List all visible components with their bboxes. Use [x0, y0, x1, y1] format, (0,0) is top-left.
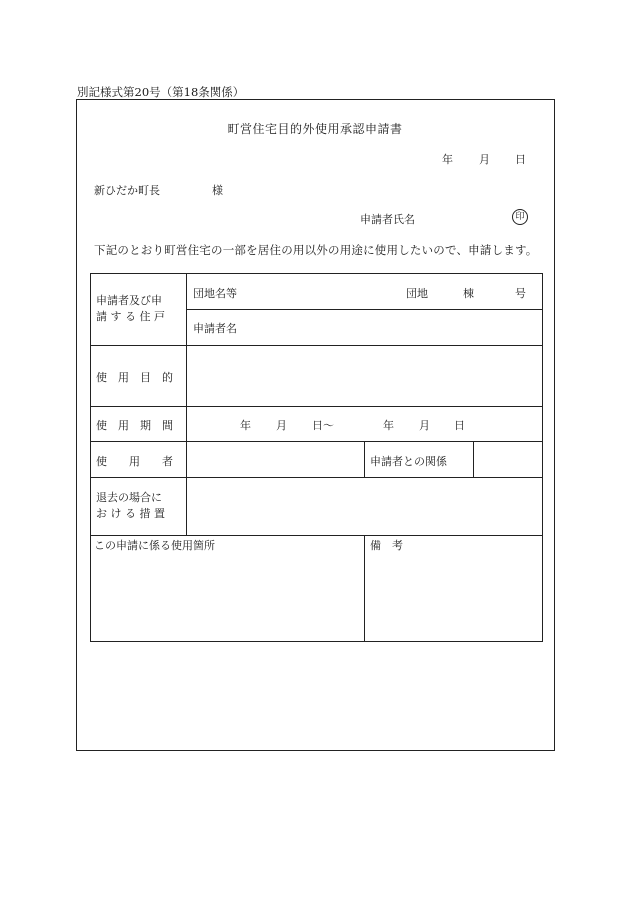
dwelling-label-line1: 申請者及び申	[96, 294, 162, 307]
remarks-label: 備 考	[370, 539, 403, 552]
table-rule	[473, 441, 474, 477]
period-start-month: 月	[276, 419, 287, 432]
number-unit-label: 号	[515, 287, 526, 300]
period-end-year: 年	[383, 419, 394, 432]
period-end-month: 月	[419, 419, 430, 432]
dwelling-label-line2: 請 す る 住 戸	[96, 310, 165, 323]
relation-label: 申請者との関係	[370, 455, 447, 468]
period-label: 使 用 期 間	[96, 419, 173, 432]
dwelling-label	[96, 293, 165, 325]
moveout-label-line1: 退去の場合に	[96, 491, 162, 504]
moveout-label	[96, 490, 165, 522]
complex-name-label: 団地名等	[193, 287, 237, 300]
table-rule	[90, 345, 543, 346]
applicant-name-label: 申請者氏名	[360, 213, 415, 226]
table-rule	[90, 477, 543, 478]
table-rule	[90, 441, 543, 442]
table-rule	[90, 406, 543, 407]
table-rule	[186, 309, 543, 310]
period-start-day: 日～	[312, 419, 334, 432]
table-border-right	[542, 273, 543, 642]
table-rule	[364, 535, 365, 642]
form-number-label: 別記様式第20号（第18条関係）	[77, 85, 245, 99]
user-label: 使 用 者	[96, 455, 173, 468]
location-label: この申請に係る使用箇所	[94, 539, 215, 552]
form-title: 町営住宅目的外使用承認申請書	[227, 122, 403, 136]
complex-unit-label: 団地	[406, 287, 428, 300]
application-table	[90, 273, 543, 642]
moveout-field[interactable]	[187, 479, 541, 534]
period-start-year: 年	[240, 419, 251, 432]
moveout-label-line2: お け る 措 置	[96, 507, 165, 520]
purpose-field[interactable]	[187, 347, 541, 405]
intro-text: 下記のとおり町営住宅の一部を居住の用以外の用途に使用したいので、申請します。	[94, 243, 538, 257]
user-field[interactable]	[187, 443, 363, 476]
table-rule	[90, 535, 543, 536]
table-border-top	[90, 273, 543, 274]
addressee-honorific: 様	[212, 184, 223, 197]
table-rule	[364, 441, 365, 477]
seal-icon: 印	[512, 209, 528, 225]
applicant-name-cell-label: 申請者名	[193, 322, 237, 335]
period-end-day: 日	[454, 419, 465, 432]
purpose-label: 使 用 目 的	[96, 371, 173, 384]
date-year-label: 年	[442, 153, 453, 166]
date-month-label: 月	[479, 153, 490, 166]
building-unit-label: 棟	[463, 287, 474, 300]
relation-field[interactable]	[475, 443, 541, 476]
table-border-left	[90, 273, 91, 642]
date-day-label: 日	[515, 153, 526, 166]
table-border-bottom	[90, 641, 543, 642]
addressee: 新ひだか町長	[94, 184, 160, 197]
